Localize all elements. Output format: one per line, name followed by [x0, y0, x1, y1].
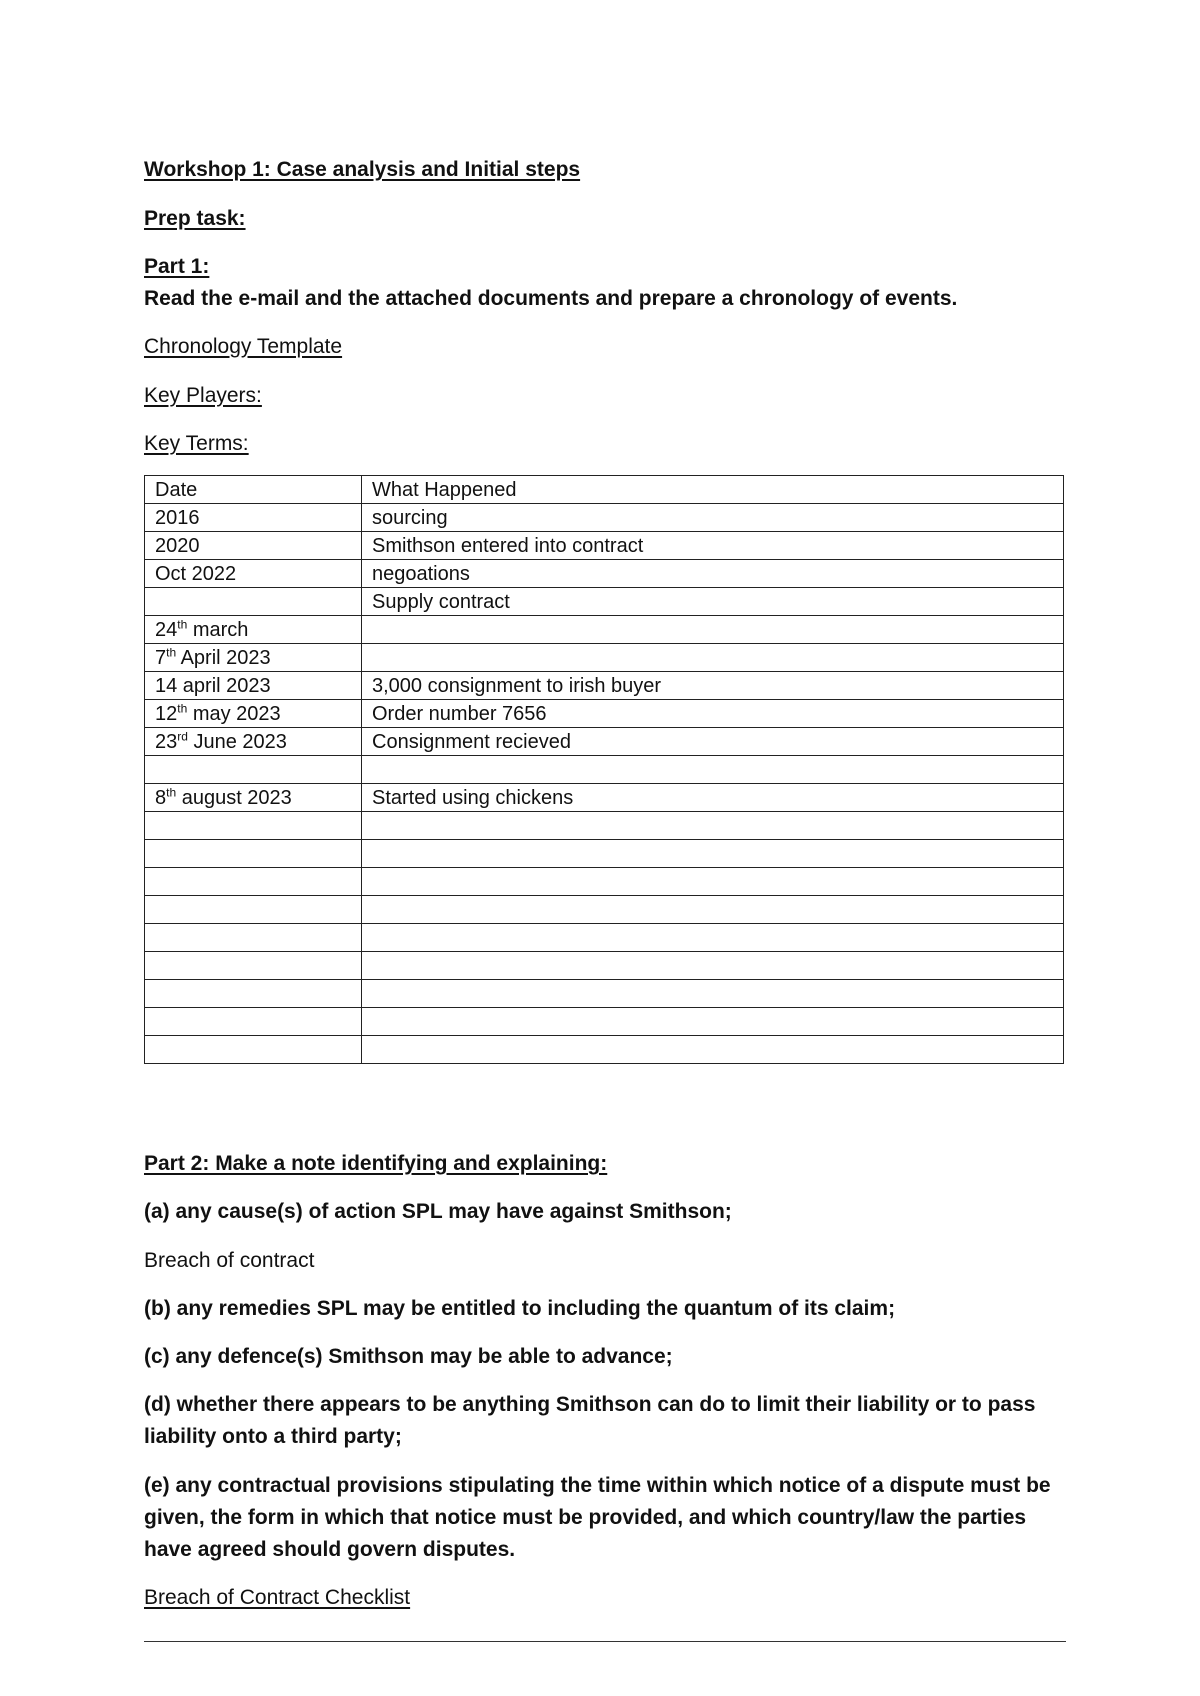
event-cell: Smithson entered into contract — [362, 532, 1064, 560]
date-cell: 24th march — [145, 616, 362, 644]
event-cell: Order number 7656 — [362, 700, 1064, 728]
checklist-heading: Breach of Contract Checklist — [144, 1586, 411, 1609]
event-cell — [362, 924, 1064, 952]
table-row — [145, 756, 1064, 784]
date-cell — [145, 1036, 362, 1064]
table-row — [145, 784, 1064, 812]
key-players-heading: Key Players: — [144, 384, 262, 407]
chronology-table — [144, 475, 1064, 1064]
table-row — [145, 700, 1064, 728]
table-row — [145, 812, 1064, 840]
date-cell — [145, 812, 362, 840]
date-cell: 12th may 2023 — [145, 700, 362, 728]
event-cell — [362, 812, 1064, 840]
key-terms-heading: Key Terms: — [144, 432, 249, 455]
date-cell — [145, 1008, 362, 1036]
date-cell: 7th April 2023 — [145, 644, 362, 672]
table-row — [145, 728, 1064, 756]
date-cell: 8th august 2023 — [145, 784, 362, 812]
date-cell: 2020 — [145, 532, 362, 560]
date-cell — [145, 980, 362, 1008]
table-row — [145, 560, 1064, 588]
event-cell: 3,000 consignment to irish buyer — [362, 672, 1064, 700]
event-cell — [362, 840, 1064, 868]
date-cell: 14 april 2023 — [145, 672, 362, 700]
date-cell — [145, 924, 362, 952]
table-row — [145, 952, 1064, 980]
date-cell: 2016 — [145, 504, 362, 532]
table-row — [145, 896, 1064, 924]
document-heading: Workshop 1: Case analysis and Initial steps — [144, 158, 581, 181]
header-what-happened: What Happened — [362, 476, 1064, 504]
event-cell: Consignment recieved — [362, 728, 1064, 756]
event-cell: sourcing — [362, 504, 1064, 532]
date-cell — [145, 840, 362, 868]
table-row — [145, 1036, 1064, 1064]
table-row — [145, 644, 1064, 672]
date-cell: Oct 2022 — [145, 560, 362, 588]
date-cell — [145, 952, 362, 980]
header-date: Date — [145, 476, 362, 504]
part2-item-d: (d) whether there appears to be anything Smithson can do to limit their liability or to pass liability onto a third party; — [144, 1393, 1036, 1448]
table-row — [145, 840, 1064, 868]
event-cell — [362, 896, 1064, 924]
table-row — [145, 532, 1064, 560]
table-row — [145, 924, 1064, 952]
event-cell: Supply contract — [362, 588, 1064, 616]
event-cell — [362, 616, 1064, 644]
event-cell — [362, 1036, 1064, 1064]
answer-a: Breach of contract — [144, 1249, 315, 1272]
part2-item-c: (c) any defence(s) Smithson may be able to advance; — [144, 1345, 673, 1368]
table-row — [145, 672, 1064, 700]
event-cell — [362, 1008, 1064, 1036]
table-header-row — [145, 476, 1064, 504]
event-cell — [362, 952, 1064, 980]
event-cell — [362, 644, 1064, 672]
date-cell — [145, 896, 362, 924]
part1-instruction: Read the e-mail and the attached documents and prepare a chronology of events. — [144, 287, 958, 310]
table-row — [145, 980, 1064, 1008]
table-row — [145, 588, 1064, 616]
part1-label: Part 1: — [144, 255, 210, 278]
event-cell — [362, 980, 1064, 1008]
date-cell — [145, 588, 362, 616]
part2-item-a: (a) any cause(s) of action SPL may have against Smithson; — [144, 1200, 732, 1223]
table-row — [145, 1008, 1064, 1036]
event-cell: negoations — [362, 560, 1064, 588]
date-cell — [145, 756, 362, 784]
date-cell: 23rd June 2023 — [145, 728, 362, 756]
table-row — [145, 868, 1064, 896]
footer-divider — [144, 1641, 1066, 1642]
date-cell — [145, 868, 362, 896]
part2-heading: Part 2: Make a note identifying and explaining: — [144, 1152, 608, 1175]
event-cell: Started using chickens — [362, 784, 1064, 812]
table-row — [145, 616, 1064, 644]
event-cell — [362, 868, 1064, 896]
part2-item-e: (e) any contractual provisions stipulating the time within which notice of a dispute must be given, the form in which that notice must be provided, and which country/law the parties have agreed should govern disputes. — [144, 1474, 1051, 1561]
prep-task-heading: Prep task: — [144, 207, 246, 230]
part2-item-b: (b) any remedies SPL may be entitled to including the quantum of its claim; — [144, 1297, 896, 1320]
chronology-template-heading: Chronology Template — [144, 335, 343, 358]
event-cell — [362, 756, 1064, 784]
table-row — [145, 504, 1064, 532]
